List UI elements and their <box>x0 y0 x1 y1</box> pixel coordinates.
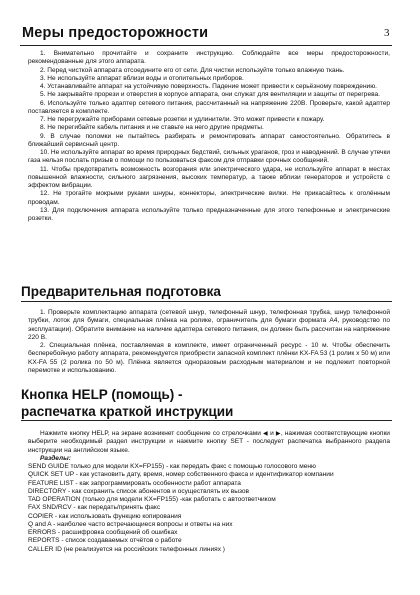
help-section-item: COPIER - как использовать функцию копирования <box>28 512 182 520</box>
arrow-left-icon: ◀ <box>263 431 268 437</box>
precaution-item: 2. Перед чисткой аппарата отсоедините его от сети. Для чистки используйте только влажную ткань. <box>40 66 345 74</box>
help-section-item: FAX SND/RCV - как передать/принять факс <box>28 504 161 512</box>
section-title-bar <box>20 25 392 46</box>
help-section-item: REPORTS - список создаваемых отчётов о работе <box>28 537 182 545</box>
arrow-right-icon: ▶ <box>275 431 281 437</box>
help-section-item: SEND GUIDE только для модели KX=FP155) - как передать факс с помощью голосового меню <box>28 463 316 470</box>
precaution-item: 9. В случае поломки не пытайтесь разбирать и ремонтировать аппарат самостоятельно. Обратитесь в ближайший сервисный центр. <box>28 132 390 148</box>
help-intro <box>28 430 390 455</box>
help-section-item: Q and A - наиболее часто встречающиеся вопросы и ответы на них <box>28 520 233 528</box>
page-number: 3 <box>384 27 390 39</box>
precaution-item: 6. Используйте только адаптер сетевого питания, рассчитанный на напряжение 220В. Проверьте, какой адаптер поставляется в комплекте. <box>28 99 390 115</box>
help-intro-part1: Нажмите кнопку HELP, на экране возникнет сообщение со стрелочками <box>40 430 261 437</box>
precaution-item: 1. Внимательно прочитайте и сохраните инструкцию. Соблюдайте все меры предосторожности, рекомендованные для этого аппарата. <box>28 50 390 66</box>
help-section <box>28 430 390 554</box>
help-intro-part3: , нажимая соответствующие кнопки выберите необходимый раздел инструкции и нажмите кнопку SET - последует распечатка выбранного раздела инструкции на английском языке. <box>28 430 390 454</box>
precaution-item: 10. Не используйте аппарат во время природных бедствий, сильных ураганов, гроз и наводнений. В случае утечки газа нельзя послать призыв о помощи по пользоваться факсом для отправки срочных сообщений. <box>28 149 390 165</box>
help-heading-line2: распечатка краткой инструкции <box>21 403 392 421</box>
help-section-item: CALLER ID (не реализуется на российских телефонных линиях ) <box>28 545 225 553</box>
help-section-item: ERRORS - расшифровка сообщений об ошибках <box>28 529 178 536</box>
help-sections-list <box>28 463 390 554</box>
help-heading-line1: Кнопка HELP (помощь) - <box>21 387 183 402</box>
help-section-item: FEATURE LIST - как запрограммировать особенности работ аппарата <box>28 479 241 487</box>
preparation-list <box>28 309 390 375</box>
preparation-item: 1. Проверьте комплектацию аппарата (сетевой шнур, телефонный шнур, телефонная трубка, шнур телефонной трубки, лоток для бумаги, специальная плёнка на ролике, ограничитель для бумаги формата А4, руководство по эксплуатации). Обратите внимание на наличие адаптера сетевого питания, он должен быть рассчитан на напряжение 220 В. <box>28 309 390 341</box>
precaution-item: 4. Устанавливайте аппарат на устойчивую поверхность. Падение может привести к серьёзному повреждению. <box>40 83 377 90</box>
sections-label: Разделы: <box>40 454 71 462</box>
precautions-list <box>28 50 390 223</box>
page-title: Меры предосторожности <box>22 25 209 41</box>
preparation-item: 2. Специальная плёнка, поставляемая в комплекте, имеет ограниченный ресурс - 10 м. Чтобы обеспечить бесперебойную работу аппарата, рекомендуется приобрести запасной комплект плёнки KX-FA 53 (1 ролик x 50 м) или KX-FA 55 (2 ролика по 50 м). Плёнка является одноразовым расходным материалом и не подлежит повторной перемотке и использованию. <box>28 342 390 374</box>
precaution-item: 13. Для подключения аппарата используйте только предназначенные для этого телефонные и электрические розетки. <box>28 206 390 222</box>
help-intro-part2: и <box>270 430 274 437</box>
precaution-item: 8. Не перегибайте кабель питания и не ставьте на него другие предметы. <box>40 124 264 132</box>
preparation-heading: Предварительная подготовка <box>21 284 392 302</box>
precaution-item: 12. Не трогайте мокрыми руками шнуры, коннекторы, электрические вилки. Не прикасайтесь к оголённым проводам. <box>28 190 390 206</box>
precaution-item: 3. Не используйте аппарат вблизи воды и отопительных приборов. <box>40 74 244 82</box>
precaution-item: 11. Чтобы предотвратить возможность возгорания или электрического удара, не используйте аппарат в местах повышенной влажности, сильного загрязнения, высоких температур, а также вблизи генераторов и устройств с эффектом вибрации. <box>28 165 390 189</box>
precaution-item: 7. Не перегружайте приборами сетевые розетки и удлинители. Это может привести к пожару. <box>40 116 325 123</box>
help-section-item: DIRECTORY - как сохранить список абонентов и осуществлять их вызов <box>28 487 250 495</box>
help-section-item: TAD OPERATION (только для модели KX=FP155) -как работать с автоответчиком <box>28 496 276 503</box>
precaution-item: 5. Не закрывайте прорези и отверстия в корпусе аппарата, они служат для вентиляции и защиты от перегрева. <box>40 91 380 99</box>
help-heading <box>21 386 392 423</box>
help-section-item: QUICK SET UP - как установить дату, время, номер собственного факса и идентификатор компании <box>28 471 334 479</box>
